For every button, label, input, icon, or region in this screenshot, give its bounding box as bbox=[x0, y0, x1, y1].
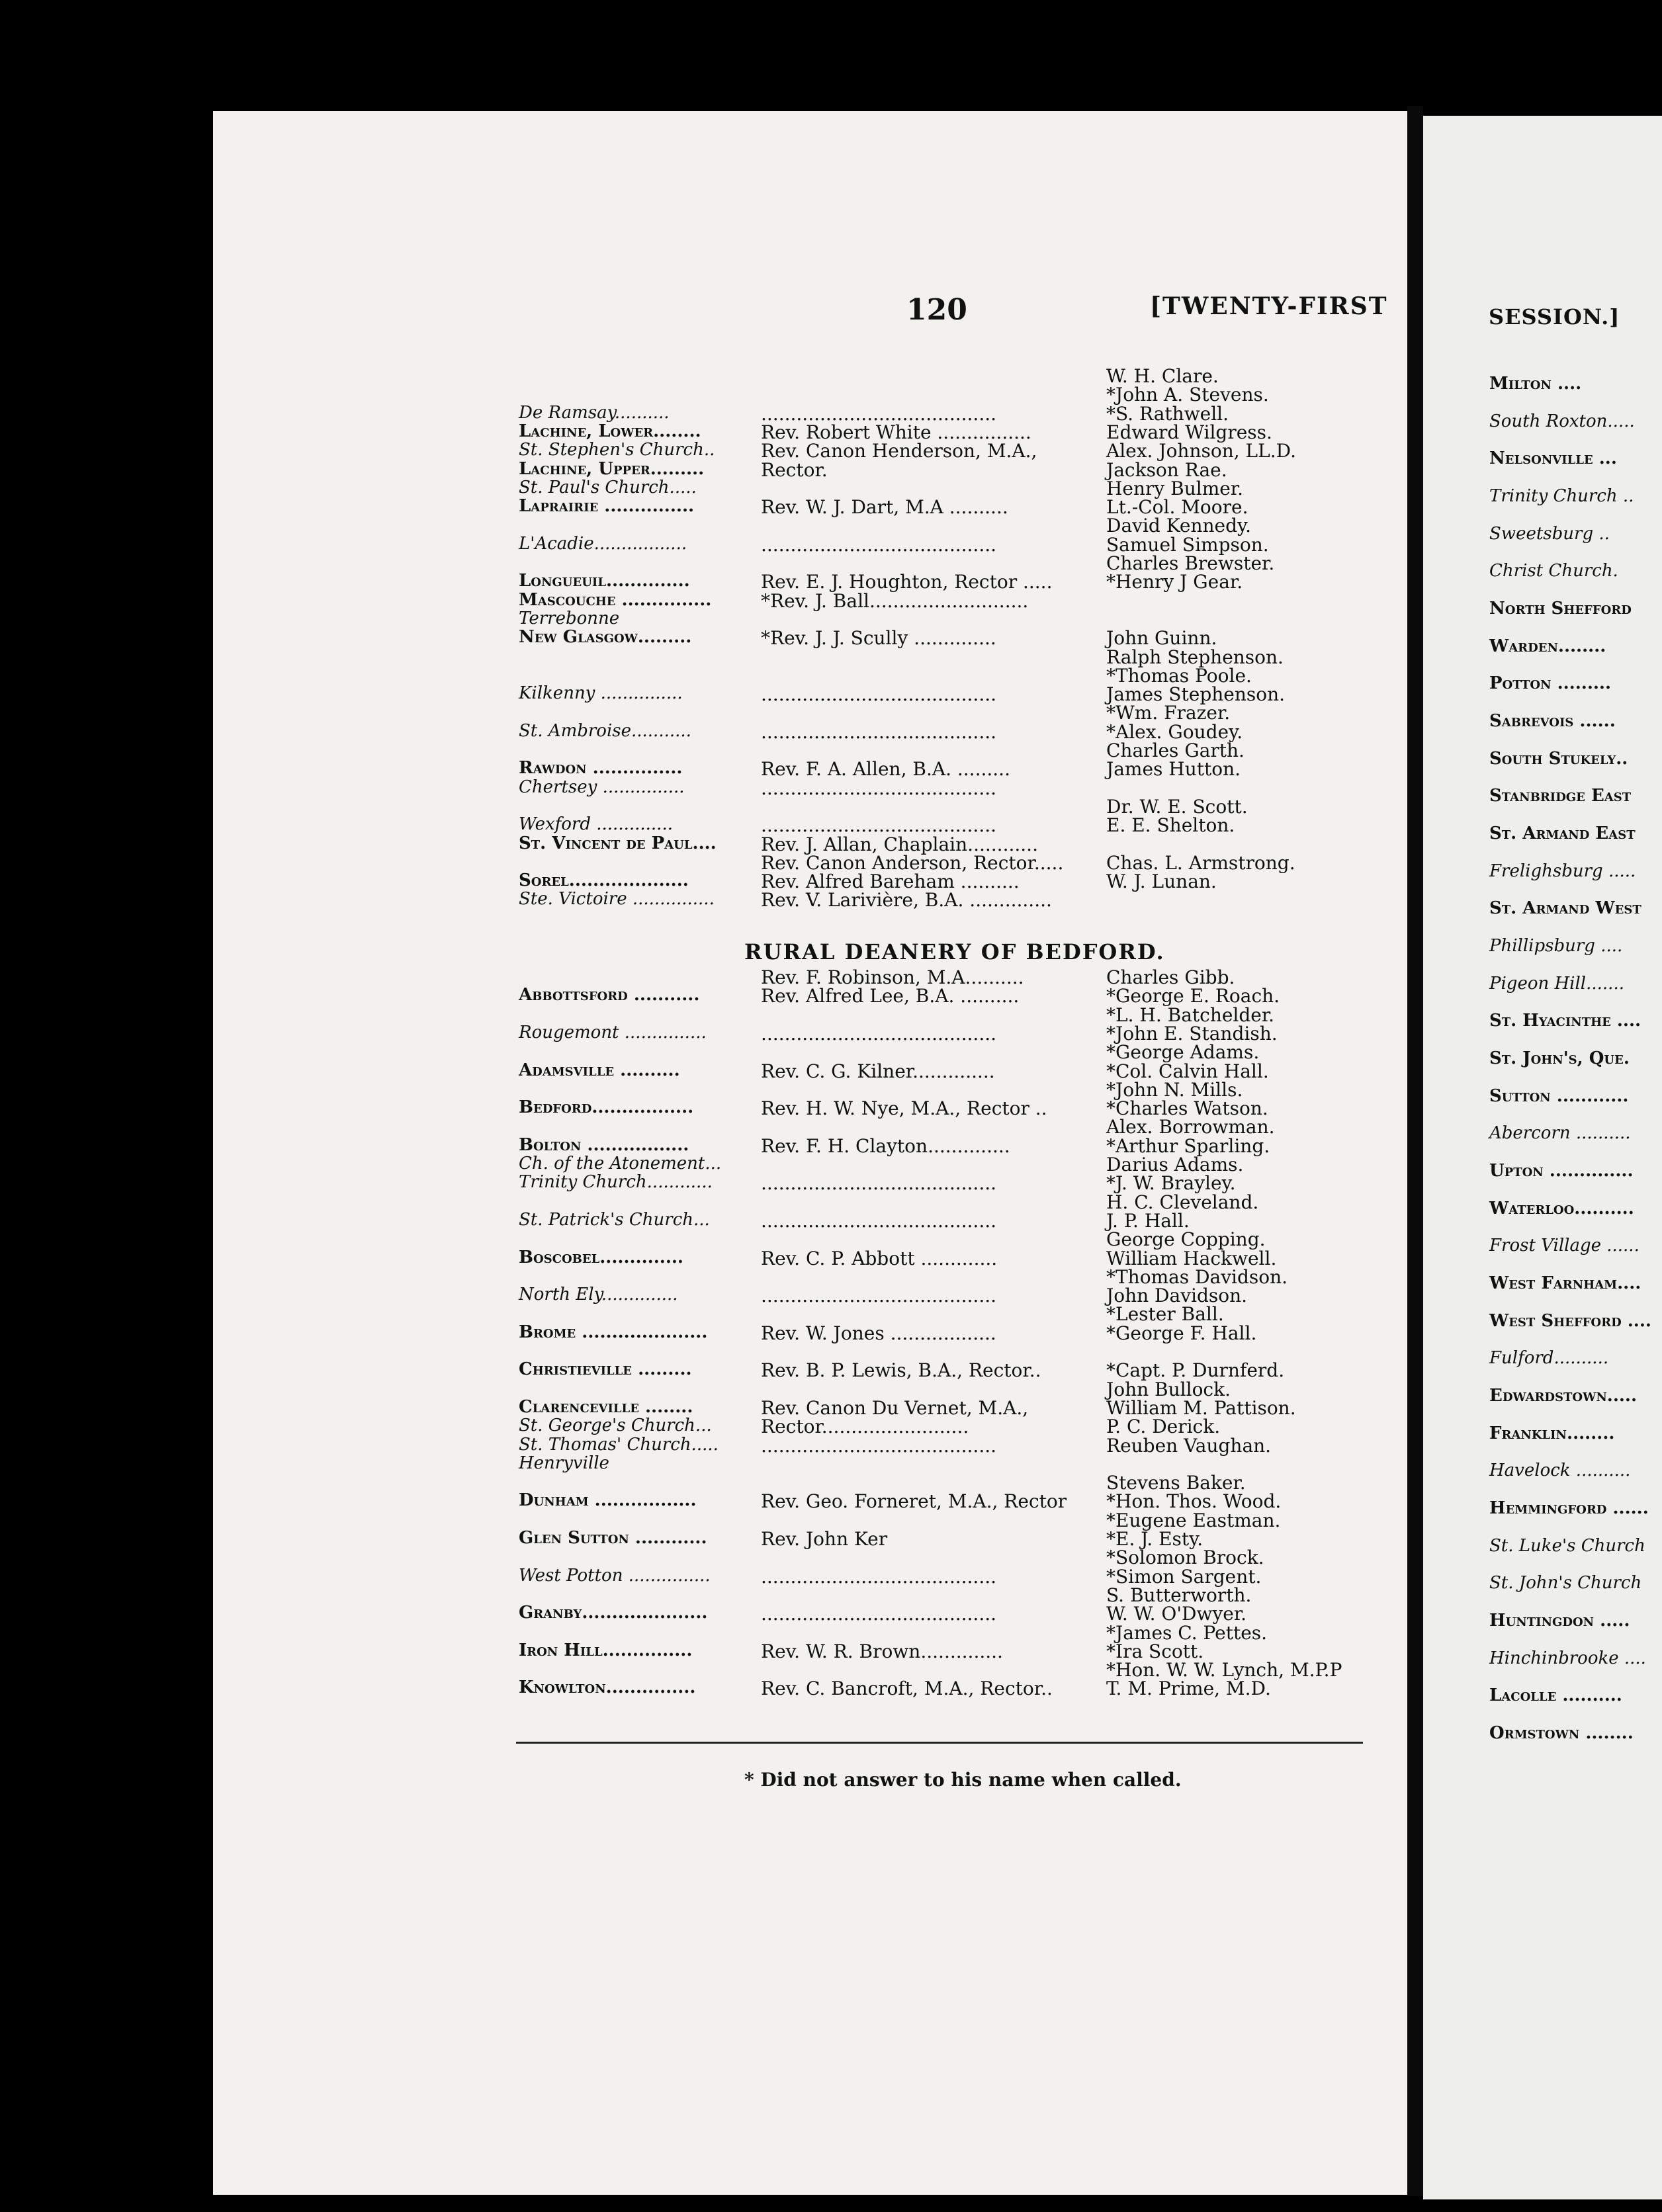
clergyman: Rev. C. G. Kilner.............. bbox=[761, 1060, 995, 1082]
delegate: John Davidson. bbox=[1106, 1285, 1248, 1307]
parish-name: Bolton ................. bbox=[519, 1134, 689, 1155]
table-row bbox=[0, 740, 1407, 759]
delegate: W. J. Lunan. bbox=[1106, 871, 1217, 893]
delegate: Dr. W. E. Scott. bbox=[1106, 795, 1248, 818]
delegate: *E. J. Esty. bbox=[1106, 1528, 1203, 1550]
table-row bbox=[0, 403, 1407, 423]
table-row bbox=[0, 1659, 1407, 1679]
parish-name: De Ramsay.......... bbox=[519, 402, 670, 423]
delegate: Charles Gibb. bbox=[1106, 966, 1235, 988]
clergyman: ........................................ bbox=[761, 814, 997, 837]
table-row bbox=[0, 1228, 1407, 1251]
table-row bbox=[0, 1547, 1407, 1569]
facing-parish-name: Phillipsburg .... bbox=[1489, 936, 1623, 956]
parish-name: Clarenceville ........ bbox=[519, 1396, 693, 1417]
delegate: Chas. L. Armstrong. bbox=[1106, 851, 1295, 874]
parish-name: Brome ..................... bbox=[519, 1322, 708, 1342]
facing-parish-name: Hinchinbrooke .... bbox=[1489, 1648, 1646, 1668]
delegate: *Solomon Brock. bbox=[1106, 1547, 1264, 1569]
clergyman: *Rev. J. Ball........................... bbox=[761, 589, 1029, 612]
parish-name: Lachine, Lower........ bbox=[519, 421, 701, 441]
table-row bbox=[0, 1622, 1407, 1642]
parish-name: St. Vincent de Paul.... bbox=[519, 833, 717, 853]
table-row bbox=[0, 365, 1407, 385]
delegate: *Arthur Sparling. bbox=[1106, 1134, 1270, 1157]
delegate: *John N. Mills. bbox=[1106, 1078, 1243, 1101]
parish-name: St. Patrick's Church... bbox=[519, 1209, 710, 1230]
clergyman: Rector. bbox=[761, 458, 828, 481]
delegate: William Hackwell. bbox=[1106, 1247, 1277, 1269]
delegate: Alex. Johnson, LL.D. bbox=[1106, 440, 1296, 462]
table-row bbox=[0, 571, 1407, 591]
facing-parish-name: Frelighsburg ..... bbox=[1489, 861, 1636, 881]
clergyman: Rev. Alfred Bareham .......... bbox=[761, 871, 1020, 893]
clergyman: ........................................ bbox=[761, 1603, 997, 1625]
clergyman: Rev. Canon Anderson, Rector..... bbox=[761, 851, 1064, 874]
facing-parish-name: Huntingdon ..... bbox=[1489, 1611, 1630, 1631]
table-row bbox=[0, 1004, 1407, 1024]
clergyman: Rev. John Ker bbox=[761, 1528, 888, 1550]
facing-parish-name: St. Armand East bbox=[1489, 824, 1636, 843]
table-row bbox=[0, 852, 1407, 872]
delegate: *Charles Watson. bbox=[1106, 1097, 1268, 1120]
delegate: *Capt. P. Durnferd. bbox=[1106, 1359, 1285, 1382]
facing-parish-name: South Stukely.. bbox=[1489, 748, 1628, 769]
delegate: *Thomas Davidson. bbox=[1106, 1265, 1288, 1288]
clergyman: Rev. W. J. Dart, M.A .......... bbox=[761, 496, 1008, 519]
table-row bbox=[0, 1341, 1407, 1361]
parish-name: Chertsey ............... bbox=[519, 777, 685, 797]
facing-parish-name: St. Luke's Church bbox=[1489, 1535, 1645, 1556]
delegate: James Hutton. bbox=[1106, 758, 1241, 781]
table-row bbox=[0, 1191, 1407, 1211]
table-row bbox=[0, 1453, 1407, 1473]
table-row bbox=[0, 1135, 1407, 1155]
clergyman: Rev. E. J. Houghton, Rector ..... bbox=[761, 571, 1053, 593]
delegate: P. C. Derick. bbox=[1106, 1416, 1221, 1438]
table-row bbox=[0, 1023, 1407, 1042]
table-row bbox=[0, 1678, 1407, 1700]
table-row bbox=[0, 814, 1407, 837]
table-row bbox=[0, 515, 1407, 537]
table-row bbox=[0, 1416, 1407, 1438]
facing-parish-name: Sweetsburg .. bbox=[1489, 523, 1610, 544]
parish-name: Terrebonne bbox=[519, 608, 620, 628]
table-row bbox=[0, 1490, 1407, 1513]
facing-parish-name: St. John's, Que. bbox=[1489, 1048, 1630, 1068]
clergyman: Rev. H. W. Nye, M.A., Rector .. bbox=[761, 1097, 1047, 1120]
facing-parish-name: Potton ......... bbox=[1489, 673, 1612, 694]
table-row bbox=[0, 889, 1407, 912]
parish-name: Wexford .............. bbox=[519, 814, 673, 835]
delegate: T. M. Prime, M.D. bbox=[1106, 1678, 1271, 1700]
parish-name: Longueuil.............. bbox=[519, 571, 690, 591]
facing-parish-name: Frost Village ...... bbox=[1489, 1236, 1640, 1256]
table-row bbox=[0, 665, 1407, 685]
parish-name: West Potton ............... bbox=[519, 1565, 711, 1586]
delegate: *S. Rathwell. bbox=[1106, 402, 1229, 425]
delegate: John Guinn. bbox=[1106, 627, 1217, 650]
page-number: 120 bbox=[906, 293, 967, 327]
facing-parish-name: Trinity Church .. bbox=[1489, 486, 1634, 506]
delegate: John Bullock. bbox=[1106, 1378, 1231, 1400]
delegate: Edward Wilgress. bbox=[1106, 421, 1272, 443]
table-row bbox=[0, 871, 1407, 893]
running-head: [TWENTY-FIRST bbox=[1150, 292, 1388, 320]
delegate: Henry Bulmer. bbox=[1106, 477, 1244, 499]
delegate: Alex. Borrowman. bbox=[1106, 1116, 1275, 1138]
parish-name: Dunham ................. bbox=[519, 1490, 697, 1511]
table-row bbox=[0, 1154, 1407, 1173]
clergyman: Rev. Robert White ................ bbox=[761, 421, 1031, 443]
facing-parish-name: Milton .... bbox=[1489, 374, 1582, 394]
facing-parish-name: Pigeon Hill....... bbox=[1489, 973, 1624, 994]
clergyman: ........................................ bbox=[761, 683, 997, 706]
running-head-right: SESSION.] bbox=[1489, 304, 1620, 329]
facing-parish-name: West Farnham.... bbox=[1489, 1273, 1641, 1293]
clergyman: ........................................ bbox=[761, 1022, 997, 1044]
table-row bbox=[0, 683, 1407, 706]
delegate: Jackson Rae. bbox=[1106, 458, 1227, 481]
parish-name: Rougemont ............... bbox=[519, 1022, 707, 1042]
delegate: *Alex. Goudey. bbox=[1106, 720, 1243, 743]
delegate: *George Adams. bbox=[1106, 1041, 1260, 1064]
delegate: William M. Pattison. bbox=[1106, 1396, 1296, 1419]
delegate: Reuben Vaughan. bbox=[1106, 1434, 1272, 1457]
facing-parish-name: Warden........ bbox=[1489, 636, 1606, 656]
parish-name: North Ely.............. bbox=[519, 1285, 678, 1305]
delegate: *George E. Roach. bbox=[1106, 985, 1280, 1007]
facing-parish-name: Nelsonville ... bbox=[1489, 448, 1617, 469]
table-row bbox=[0, 552, 1407, 572]
parish-name: Laprairie ............... bbox=[519, 496, 695, 517]
table-row bbox=[0, 721, 1407, 741]
delegate: *Lester Ball. bbox=[1106, 1303, 1224, 1326]
table-row bbox=[0, 1303, 1407, 1326]
facing-parish-name: Edwardstown..... bbox=[1489, 1386, 1638, 1406]
table-row bbox=[0, 1041, 1407, 1064]
delegate: *Wm. Frazer. bbox=[1106, 702, 1231, 724]
table-row bbox=[0, 440, 1407, 460]
facing-parish-name: Havelock .......... bbox=[1489, 1461, 1631, 1481]
table-row bbox=[0, 646, 1407, 666]
facing-parish-name: St. Hyacinthe .... bbox=[1489, 1011, 1641, 1031]
clergyman: Rev. Geo. Forneret, M.A., Rector bbox=[761, 1490, 1067, 1513]
table-row bbox=[0, 384, 1407, 404]
table-row bbox=[0, 1584, 1407, 1604]
facing-parish-name: North Shefford bbox=[1489, 599, 1632, 618]
delegate: James Stephenson. bbox=[1106, 683, 1286, 706]
delegate: W. W. O'Dwyer. bbox=[1106, 1603, 1247, 1625]
table-row bbox=[0, 1060, 1407, 1080]
facing-parish-name: Stanbridge East bbox=[1489, 786, 1632, 806]
clergyman: Rev. J. Allan, Chaplain............ bbox=[761, 833, 1038, 855]
clergyman: ........................................ bbox=[761, 720, 997, 743]
facing-parish-name: South Roxton..... bbox=[1489, 411, 1635, 431]
delegate: *John E. Standish. bbox=[1106, 1022, 1278, 1044]
parish-name: L'Acadie................. bbox=[519, 533, 687, 554]
table-row bbox=[0, 627, 1407, 650]
delegate: *Col. Calvin Hall. bbox=[1106, 1060, 1269, 1082]
parish-name: Ste. Victoire ............... bbox=[519, 889, 715, 910]
table-row bbox=[0, 1322, 1407, 1342]
clergyman: ........................................ bbox=[761, 1209, 997, 1232]
clergyman: *Rev. J. J. Scully .............. bbox=[761, 627, 996, 650]
parish-name: Kilkenny ............... bbox=[519, 683, 683, 704]
parish-name: Rawdon ............... bbox=[519, 758, 683, 779]
table-row bbox=[0, 702, 1407, 722]
table-row bbox=[0, 1397, 1407, 1417]
table-row bbox=[0, 1359, 1407, 1382]
table-row bbox=[0, 590, 1407, 610]
table-row bbox=[0, 1435, 1407, 1455]
delegate: *Henry J Gear. bbox=[1106, 571, 1243, 593]
clergyman: Rector......................... bbox=[761, 1416, 969, 1438]
facing-parish-name: Lacolle .......... bbox=[1489, 1685, 1622, 1706]
delegate: *Hon. W. W. Lynch, M.P.P bbox=[1106, 1659, 1342, 1681]
delegate: *Eugene Eastman. bbox=[1106, 1509, 1281, 1531]
table-row bbox=[0, 1640, 1407, 1660]
facing-parish-name: Waterloo.......... bbox=[1489, 1198, 1634, 1218]
facing-parish-name: Sutton ............ bbox=[1489, 1085, 1629, 1106]
facing-parish-name: Ormstown ........ bbox=[1489, 1723, 1634, 1743]
table-row bbox=[0, 478, 1407, 497]
delegate: Samuel Simpson. bbox=[1106, 533, 1269, 556]
parish-name: Knowlton............... bbox=[519, 1678, 696, 1698]
parish-name: St. George's Church... bbox=[519, 1416, 712, 1436]
delegate: *James C. Pettes. bbox=[1106, 1621, 1268, 1644]
footnote: * Did not answer to his name when called. bbox=[744, 1769, 1182, 1791]
delegate: Ralph Stephenson. bbox=[1106, 646, 1284, 668]
page-gutter bbox=[1407, 106, 1423, 2196]
table-row bbox=[0, 1472, 1407, 1492]
clergyman: Rev. V. Larivière, B.A. .............. bbox=[761, 889, 1052, 912]
table-row bbox=[0, 948, 1407, 968]
table-row bbox=[0, 1116, 1407, 1136]
table-row bbox=[0, 833, 1407, 853]
delegate: Lt.-Col. Moore. bbox=[1106, 496, 1248, 519]
delegate: *Ira Scott. bbox=[1106, 1640, 1204, 1662]
delegate: David Kennedy. bbox=[1106, 515, 1252, 537]
parish-name: Granby..................... bbox=[519, 1603, 708, 1623]
table-row bbox=[0, 1603, 1407, 1623]
facing-parish-name: Franklin........ bbox=[1489, 1423, 1615, 1443]
facing-parish-name: St. Armand West bbox=[1489, 898, 1641, 919]
facing-parish-name: Fulford.......... bbox=[1489, 1348, 1609, 1369]
table-row bbox=[0, 966, 1407, 986]
clergyman: ........................................ bbox=[761, 777, 997, 799]
table-row bbox=[0, 534, 1407, 554]
parish-name: Glen Sutton ............ bbox=[519, 1528, 707, 1548]
delegate: *Hon. Thos. Wood. bbox=[1106, 1490, 1282, 1513]
delegate: Charles Garth. bbox=[1106, 740, 1245, 761]
parish-name: Ch. of the Atonement... bbox=[519, 1154, 722, 1173]
delegate: H. C. Cleveland. bbox=[1106, 1191, 1259, 1213]
clergyman: Rev. Canon Henderson, M.A., bbox=[761, 440, 1037, 462]
clergyman: Rev. B. P. Lewis, B.A., Rector.. bbox=[761, 1359, 1041, 1382]
delegate: *J. W. Brayley. bbox=[1106, 1172, 1236, 1195]
parish-name: Henryville bbox=[519, 1453, 609, 1473]
clergyman: Rev. Alfred Lee, B.A. .......... bbox=[761, 985, 1020, 1007]
table-row bbox=[0, 1097, 1407, 1120]
table-row bbox=[0, 459, 1407, 479]
table-row bbox=[0, 1266, 1407, 1286]
delegate: Charles Brewster. bbox=[1106, 552, 1275, 574]
delegate: E. E. Shelton. bbox=[1106, 814, 1235, 837]
clergyman: ........................................ bbox=[761, 533, 997, 556]
clergyman: ........................................ bbox=[761, 1434, 997, 1457]
parish-name: St. Paul's Church..... bbox=[519, 477, 697, 497]
clergyman: ........................................ bbox=[761, 402, 997, 425]
parish-name: Lachine, Upper......... bbox=[519, 458, 705, 479]
table-row bbox=[0, 1248, 1407, 1267]
table-row bbox=[0, 1566, 1407, 1586]
parish-name: Abbottsford ........... bbox=[519, 985, 700, 1005]
clergyman: ........................................ bbox=[761, 1172, 997, 1195]
delegate: *Thomas Poole. bbox=[1106, 664, 1252, 687]
delegate: *Simon Sargent. bbox=[1106, 1565, 1262, 1588]
clergyman: Rev. Canon Du Vernet, M.A., bbox=[761, 1396, 1029, 1419]
clergyman: Rev. F. Robinson, M.A.......... bbox=[761, 966, 1024, 988]
delegate: George Copping. bbox=[1106, 1228, 1266, 1251]
parish-name: Adamsville .......... bbox=[519, 1060, 680, 1080]
parish-name: St. Ambroise........... bbox=[519, 720, 691, 741]
clergyman: Rev. W. Jones .................. bbox=[761, 1322, 996, 1344]
parish-name: Boscobel.............. bbox=[519, 1247, 683, 1267]
facing-parish-name: St. John's Church bbox=[1489, 1573, 1642, 1594]
table-row bbox=[0, 609, 1407, 628]
section-heading-bedford: RURAL DEANERY OF BEDFORD. bbox=[744, 939, 1165, 964]
delegate: *John A. Stevens. bbox=[1106, 384, 1269, 406]
facing-parish-name: Upton .............. bbox=[1489, 1161, 1634, 1181]
delegate: Darius Adams. bbox=[1106, 1154, 1244, 1175]
table-row bbox=[0, 796, 1407, 816]
parish-name: New Glasgow......... bbox=[519, 627, 692, 648]
clergyman: ........................................ bbox=[761, 1285, 997, 1307]
table-row bbox=[0, 496, 1407, 519]
table-row bbox=[0, 758, 1407, 781]
parish-name: Trinity Church............ bbox=[519, 1172, 713, 1193]
parish-name: Bedford................. bbox=[519, 1097, 694, 1118]
facing-parish-name: Sabrevois ...... bbox=[1489, 711, 1616, 731]
table-row bbox=[0, 777, 1407, 797]
facing-parish-name: West Shefford .... bbox=[1489, 1310, 1651, 1331]
parish-name: St. Stephen's Church.. bbox=[519, 440, 715, 460]
delegate: S. Butterworth. bbox=[1106, 1584, 1252, 1606]
table-row bbox=[0, 1528, 1407, 1548]
parish-name: St. Thomas' Church..... bbox=[519, 1434, 719, 1455]
facing-parish-name: Abercorn .......... bbox=[1489, 1123, 1631, 1144]
delegate: J. P. Hall. bbox=[1106, 1209, 1190, 1232]
parish-name: Mascouche ............... bbox=[519, 589, 712, 610]
parish-name: Christieville ......... bbox=[519, 1359, 692, 1380]
clergyman: Rev. C. Bancroft, M.A., Rector.. bbox=[761, 1678, 1053, 1700]
facing-parish-name: Christ Church. bbox=[1489, 561, 1618, 581]
parish-name: Iron Hill............... bbox=[519, 1640, 693, 1660]
table-row bbox=[0, 1285, 1407, 1307]
bottom-rule bbox=[516, 1742, 1363, 1744]
clergyman: Rev. F. H. Clayton.............. bbox=[761, 1134, 1010, 1157]
clergyman: ........................................ bbox=[761, 1565, 997, 1588]
clergyman: Rev. W. R. Brown.............. bbox=[761, 1640, 1003, 1662]
table-row bbox=[0, 421, 1407, 441]
table-row bbox=[0, 1079, 1407, 1099]
table-row bbox=[0, 1172, 1407, 1195]
table-row bbox=[0, 1379, 1407, 1398]
table-row bbox=[0, 1510, 1407, 1529]
delegate: *L. H. Batchelder. bbox=[1106, 1003, 1275, 1026]
delegate: W. H. Clare. bbox=[1106, 365, 1219, 387]
clergyman: Rev. C. P. Abbott ............. bbox=[761, 1247, 998, 1269]
table-row bbox=[0, 1210, 1407, 1230]
table-row bbox=[0, 985, 1407, 1005]
delegate: *George F. Hall. bbox=[1106, 1322, 1257, 1344]
parish-name: Sorel.................... bbox=[519, 871, 689, 891]
facing-parish-name: Hemmingford ...... bbox=[1489, 1498, 1649, 1518]
delegate: Stevens Baker. bbox=[1106, 1472, 1246, 1494]
clergyman: Rev. F. A. Allen, B.A. ......... bbox=[761, 758, 1010, 781]
